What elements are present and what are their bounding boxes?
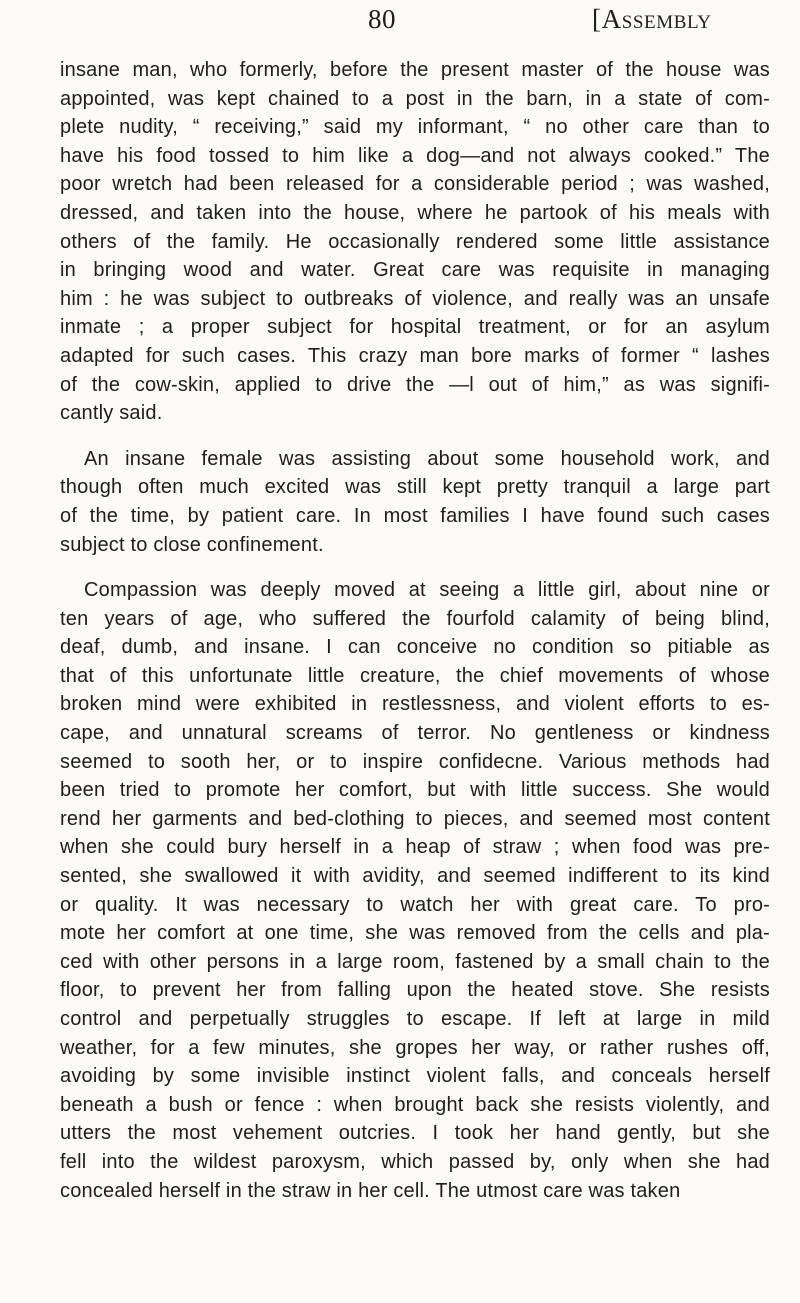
text-line: control and perpetually struggles to escape. If left at large in mild [60,1008,770,1030]
text-line: though often much excited was still kept pretty tranquil a large part [60,476,770,499]
text-line: plete nudity, “ receiving,” said my informant, “ no other care than to [60,116,770,139]
text-line: or quality. It was necessary to watch her with great care. To pro- [60,893,770,916]
text-line: have his food tossed to him like a dog—and not always cooked.” The [60,144,770,167]
text-line: weather, for a few minutes, she gropes her way, or rather rushes off, [60,1036,770,1059]
text-line: concealed herself in the straw in her cell. The utmost care was taken [60,1179,681,1202]
text-line: mote her comfort at one time, she was removed from the cells and pla- [60,922,770,945]
text-line: utters the most vehement outcries. I took her hand gently, but she [60,1122,770,1145]
paragraph-2 [60,445,770,559]
paragraph-gap [60,559,770,576]
text-line: adapted for such cases. This crazy man bore marks of former “ lashes [60,344,770,367]
text-line: ced with other persons in a large room, fastened by a small chain to the [60,950,770,973]
text-line: in bringing wood and water. Great care was requisite in managing [60,259,770,282]
text-line: that of this unfortunate little creature, the chief movements of whose [60,664,770,687]
text-line: ten years of age, who suffered the fourfold calamity of being blind, [60,607,770,630]
text-line: appointed, was kept chained to a post in the barn, in a state of com- [60,87,770,110]
text-line: floor, to prevent her from falling upon the heated stove. She resists [60,979,770,1002]
text-line: Compassion was deeply moved at seeing a little girl, about nine or [84,579,770,602]
text-line: avoiding by some invisible instinct violent falls, and conceals herself [60,1065,770,1088]
text-line: poor wretch had been released for a considerable period ; was washed, [60,173,770,196]
text-line: been tried to promote her comfort, but with little success. She would [60,779,770,802]
text-line: cantly said. [60,402,163,425]
paragraph-3 [60,576,770,1205]
text-line: beneath a bush or fence : when brought back she resists violently, and [60,1093,770,1116]
text-line: of the time, by patient care. In most families I have found such cases [60,504,770,527]
text-line: deaf, dumb, and insane. I can conceive no condition so pitiable as [60,636,770,659]
text-line: others of the family. He occasionally rendered some little assistance [60,230,770,253]
text-line: An insane female was assisting about some household work, and [84,447,770,470]
text-line: dressed, and taken into the house, where he partook of his meals with [60,201,770,224]
text-line: cape, and unnatural screams of terror. No gentleness or kindness [60,722,770,745]
running-head: [Assembly [592,4,712,34]
text-line: him : he was subject to outbreaks of violence, and really was an unsafe [60,287,770,310]
text-line: when she could bury herself in a heap of straw ; when food was pre- [60,836,770,859]
text-line: inmate ; a proper subject for hospital treatment, or for an asylum [60,316,770,339]
text-line: sented, she swallowed it with avidity, and seemed indifferent to its kind [60,865,770,888]
body-text [60,56,770,1205]
paragraph-1 [60,56,770,428]
text-line: subject to close confinement. [60,533,324,556]
text-line: seemed to sooth her, or to inspire confidecne. Various methods had [60,750,770,773]
page-number: 80 [368,4,396,34]
text-line: fell into the wildest paroxysm, which passed by, only when she had [60,1150,770,1173]
text-line: broken mind were exhibited in restlessness, and violent efforts to es- [60,693,770,716]
text-line: rend her garments and bed-clothing to pieces, and seemed most content [60,807,770,830]
paragraph-gap [60,428,770,445]
text-line: of the cow-skin, applied to drive the —l out of him,” as was signifi- [60,373,770,396]
text-line: insane man, who formerly, before the present master of the house was [60,59,770,81]
